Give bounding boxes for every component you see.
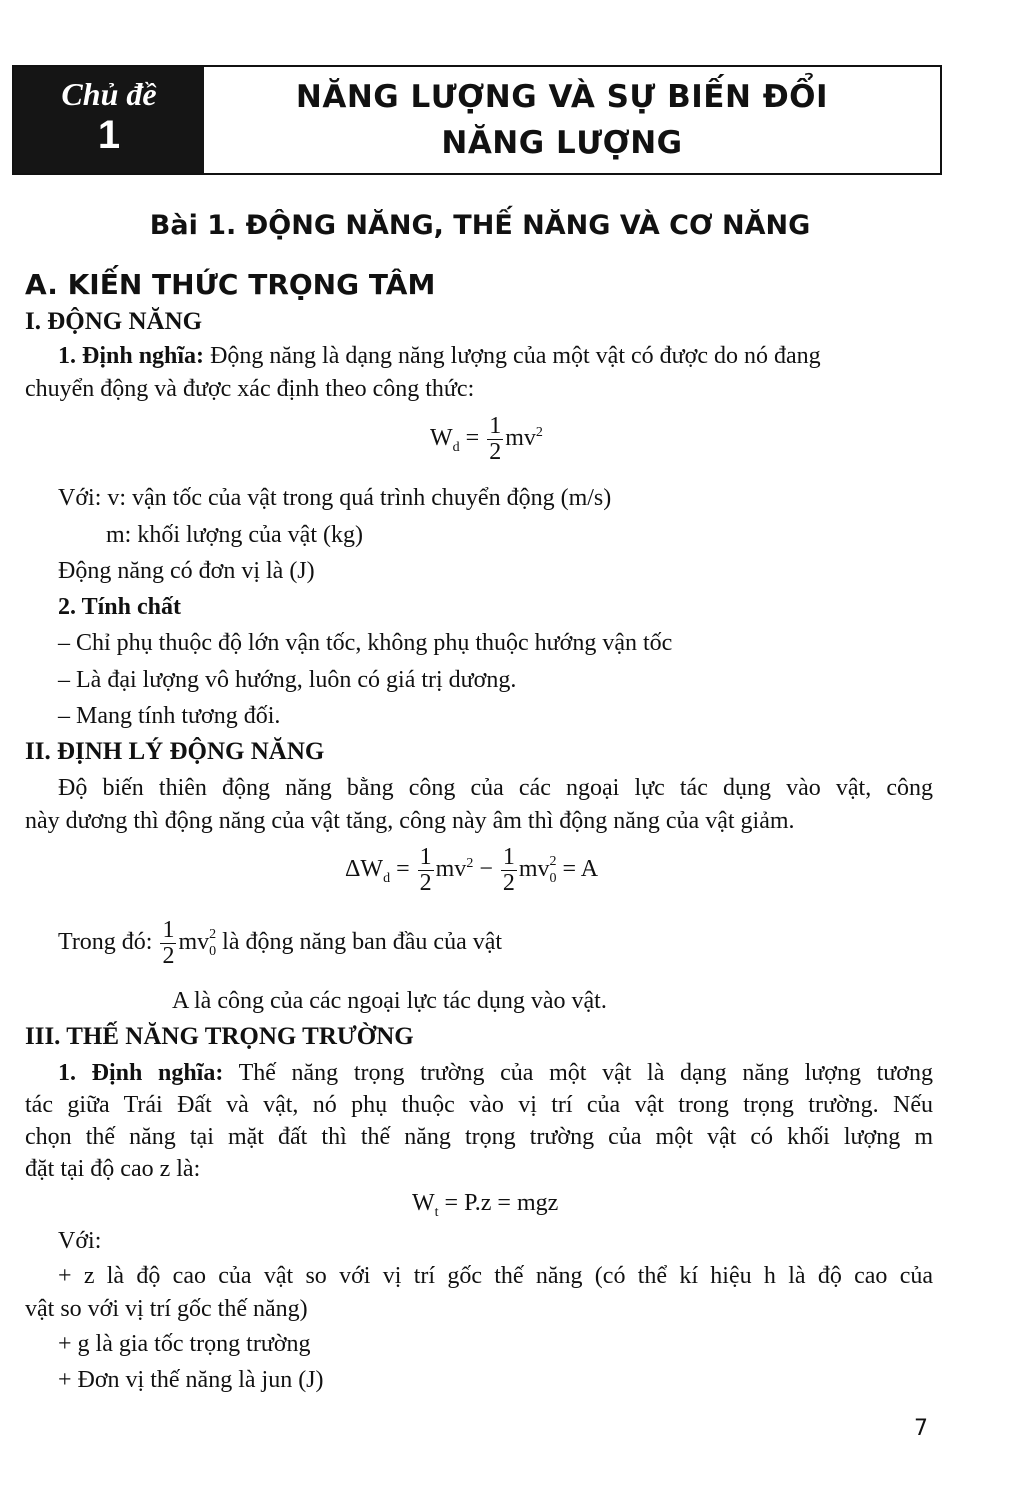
where-sup: 2 <box>209 926 217 942</box>
formula-potential-energy <box>412 1190 558 1221</box>
kinetic-property-3: – Mang tính tương đối. <box>58 703 281 729</box>
f2-term1: mv <box>435 856 467 883</box>
topic-label: Chủ đề <box>61 76 157 113</box>
f2-lhs-sub: d <box>383 871 391 886</box>
f1-den: 2 <box>489 439 502 466</box>
f1-lhs: W <box>430 425 453 452</box>
theorem-a-text: A là công của các ngoại lực tác dụng vào vật. <box>172 988 607 1014</box>
where-mv: mv <box>178 929 210 956</box>
f2-num-1: 1 <box>419 844 432 870</box>
theorem-text-line2: này dương thì động năng của vật tăng, công này âm thì động năng của vật giảm. <box>25 808 795 834</box>
where-text: là động năng ban đầu của vật <box>216 929 503 956</box>
f2-den-2: 2 <box>502 870 515 897</box>
potential-unit-text: + Đơn vị thế năng là jun (J) <box>58 1367 324 1393</box>
f3-lhs: W <box>412 1190 435 1216</box>
f1-eq: = <box>459 425 486 452</box>
kinetic-with-v: Với: v: vận tốc của vật trong quá trình chuyển động (m/s) <box>58 485 612 511</box>
where-fraction <box>160 918 176 969</box>
f3-rhs: = P.z = mgz <box>438 1190 559 1216</box>
potential-def-label: 1. Định nghĩa: <box>58 1060 224 1086</box>
section-heading-a: A. KIẾN THỨC TRỌNG TÂM <box>25 268 436 301</box>
page-number: 7 <box>914 1416 928 1441</box>
topic-title-line2: NĂNG LƯỢNG <box>441 125 683 161</box>
f2-term2-scripts <box>550 854 557 888</box>
topic-banner <box>12 65 942 175</box>
f2-term2-sub: 0 <box>549 870 557 886</box>
formula-kinetic-energy <box>430 414 543 465</box>
kinetic-def-label: 1. Định nghĩa: <box>58 343 205 369</box>
heading-gravitational-potential: III. THẾ NĂNG TRỌNG TRƯỜNG <box>25 1023 414 1050</box>
kinetic-def-text1: Động năng là dạng năng lượng của một vật có được do nó đang <box>204 343 821 369</box>
f2-eq: = <box>390 856 416 883</box>
f2-fraction-2 <box>501 845 517 896</box>
potential-z-line1: + z là độ cao của vật so với vị trí gốc thế năng (có thể kí hiệu h là độ cao của <box>58 1263 933 1289</box>
potential-def-text1: Thế năng trọng trường của một vật là dạng năng lượng tương <box>223 1060 933 1086</box>
f2-rhs: = A <box>556 856 599 883</box>
f2-den-1: 2 <box>419 870 432 897</box>
kinetic-property-2: – Là đại lượng vô hướng, luôn có giá trị dương. <box>58 667 517 693</box>
kinetic-property-1: – Chỉ phụ thuộc độ lớn vận tốc, không phụ thuộc hướng vận tốc <box>58 630 673 656</box>
kinetic-def-line1 <box>58 343 821 370</box>
potential-def-line4: đặt tại độ cao z là: <box>25 1156 201 1182</box>
lesson-title: Bài 1. ĐỘNG NĂNG, THẾ NĂNG VÀ CƠ NĂNG <box>149 210 811 241</box>
f2-lhs: ΔW <box>345 856 384 883</box>
potential-with: Với: <box>58 1228 102 1254</box>
f1-lhs-sub: d <box>452 440 460 455</box>
topic-title-line1: NĂNG LƯỢNG VÀ SỰ BIẾN ĐỔI <box>295 78 829 115</box>
f2-fraction-1 <box>418 845 434 896</box>
f1-num: 1 <box>489 413 502 439</box>
f2-term2: mv <box>518 856 550 883</box>
where-sub: 0 <box>209 943 217 959</box>
topic-title <box>204 67 940 173</box>
heading-kinetic-theorem: II. ĐỊNH LÝ ĐỘNG NĂNG <box>25 738 325 765</box>
f2-term2-sup: 2 <box>549 853 557 869</box>
potential-def-line2: tác giữa Trái Đất và vật, nó phụ thuộc vào vị trí của vật trong trọng trường. Nếu <box>25 1092 933 1118</box>
theorem-where-line <box>58 918 502 969</box>
formula-kinetic-theorem <box>345 845 598 896</box>
where-num: 1 <box>162 917 175 943</box>
f2-minus: − <box>473 856 499 883</box>
theorem-text-line1: Độ biến thiên động năng bằng công của các ngoại lực tác dụng vào vật, công <box>58 775 933 801</box>
potential-def-line3: chọn thế năng tại mặt đất thì thế năng trọng trường của một vật có khối lượng m <box>25 1124 933 1150</box>
heading-kinetic-energy: I. ĐỘNG NĂNG <box>25 308 203 335</box>
where-den: 2 <box>162 943 175 970</box>
f2-term1-sup: 2 <box>466 856 474 872</box>
f1-fraction <box>487 414 503 465</box>
kinetic-def-line2: chuyển động và được xác định theo công thức: <box>25 376 475 402</box>
kinetic-properties-heading: 2. Tính chất <box>58 594 181 620</box>
f3-lhs-sub: t <box>434 1204 439 1220</box>
topic-badge <box>14 67 204 173</box>
f1-rhs: mv <box>505 425 536 452</box>
potential-g-text: + g là gia tốc trọng trường <box>58 1331 311 1357</box>
topic-number: 1 <box>97 112 121 157</box>
f2-num-2: 1 <box>502 844 515 870</box>
potential-z-line2: vật so với vị trí gốc thế năng) <box>25 1296 308 1322</box>
kinetic-unit: Động năng có đơn vị là (J) <box>58 558 315 584</box>
potential-def-line1 <box>58 1060 933 1087</box>
f1-rhs-sup: 2 <box>535 425 543 441</box>
kinetic-with-m: m: khối lượng của vật (kg) <box>106 522 363 548</box>
where-label: Trong đó: <box>58 929 159 956</box>
